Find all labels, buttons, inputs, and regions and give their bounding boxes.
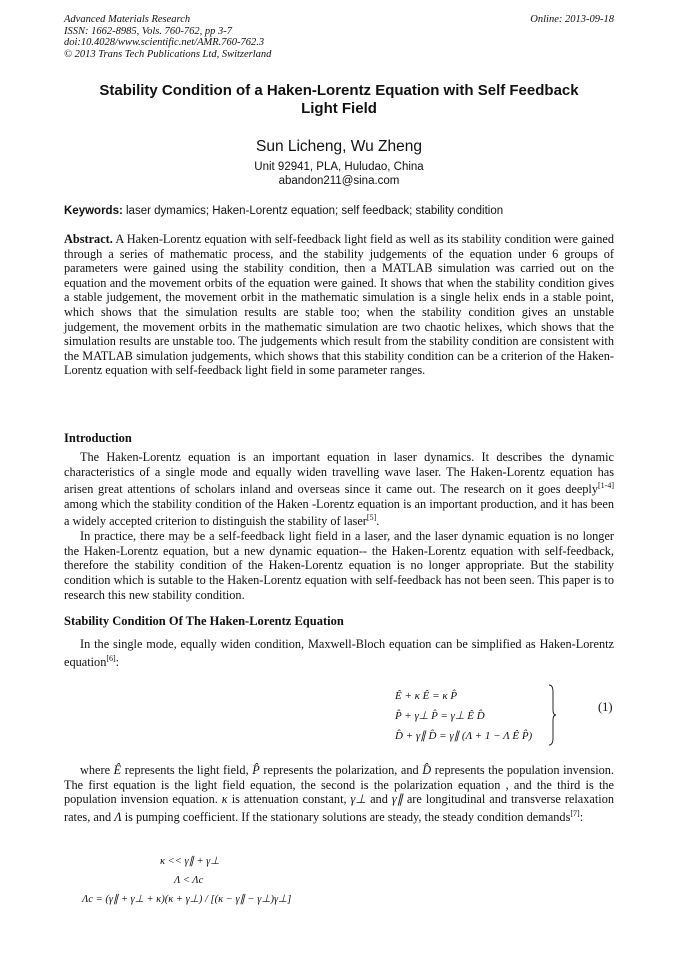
keywords-label: Keywords: <box>64 205 123 217</box>
equation-number: (1) <box>598 700 613 714</box>
online-date: Online: 2013-09-18 <box>530 14 614 25</box>
title-line-2: Light Field <box>301 100 377 117</box>
author-email[interactable]: abandon211@sina.com <box>278 175 400 187</box>
authors: Sun Licheng, Wu Zheng <box>255 138 423 155</box>
citation-1-4[interactable]: [1-4] <box>598 481 614 491</box>
doi-link[interactable]: doi:10.4028/www.scientific.net/AMR.760-762.3 <box>64 37 265 48</box>
steady-conditions <box>64 852 291 909</box>
journal-name: Advanced Materials Research <box>64 14 191 25</box>
symbol-P: P̂ <box>252 763 260 777</box>
p2-text-e: and <box>366 792 392 807</box>
copyright-line: © 2013 Trans Tech Publications Ltd, Switzerland <box>64 48 272 60</box>
section2-body <box>64 763 614 824</box>
symbol-lambda: Λ <box>114 809 122 824</box>
section2-p1-end: : <box>115 654 120 669</box>
equation-population: D̂ + γ∥ D̂ = γ∥ (Λ + 1 − Λ Ê P̂) <box>395 730 533 742</box>
p2-text-b: represents the polarization, and <box>259 763 423 777</box>
condition-3: Λc = (γ∥ + γ⊥ + κ)(κ + γ⊥) / [(κ − γ∥ − γ⊥)γ⊥] <box>82 894 292 905</box>
citation-7[interactable]: [7] <box>570 808 580 818</box>
intro-p1-text-a: The Haken-Lorentz equation is an important equation in laser dynamics. It describes the dynamic characteristics of a single mode and equally widen travelling wave laser. The Haken-Lorentz equation has arisen great attentions of scholars inland and overseas since it came out. The research on it goes deeply <box>64 450 614 497</box>
paper-title <box>64 82 614 118</box>
p2-text-d: is attenuation constant, <box>227 792 351 807</box>
abstract-text: A Haken-Lorentz equation with self-feedback light field as well as its stability condition were gained through a series of mathematic process, and the stability judgements of the equation under 6 groups of parameters were gained using the stability condition, then a MATLAB simulation was carried out on the equation and the movement orbits of the equation were gained. It shows that when the stability condition gives a stable judgement, the movement orbit in the mathematic simulation is a single helix ends in a stable point, which shows that the simulation results are stable too; when the stability condition gives an unstable judgement, the movement orbits in the mathematic simulation are two chaotic helixes, which shows that the simulation results are unstable too. The judgements which result from the stability condition are consistent with the MATLAB simulation judgements, which shows that this stability condition can be a criterion of the Haken-Lorentz equation with self-feedback light field in some parameter ranges. <box>64 232 614 378</box>
journal-header <box>64 14 271 60</box>
intro-p1-text-b: among which the stability condition of the Haken -Lorentz equation is an important production, and it has been a widely accepted criterion to distinguish the stability of laser <box>64 496 614 529</box>
intro-paragraph-1 <box>64 450 614 529</box>
symbol-D: D̂ <box>422 763 432 777</box>
affiliation: Unit 92941, PLA, Huludao, China <box>254 161 424 173</box>
introduction-body <box>64 450 614 602</box>
section2-paragraph-1 <box>64 637 614 669</box>
symbol-kappa: κ <box>221 792 228 807</box>
keywords <box>64 205 614 217</box>
issn-line: ISSN: 1662-8985, Vols. 760-762, pp 3-7 <box>64 25 232 37</box>
section2-intro <box>64 637 614 669</box>
p2-text-h: : <box>579 809 584 824</box>
equation-polarization: P̂ + γ⊥ P̂ = γ⊥ Ê D̂ <box>395 710 485 722</box>
equation-light-field: Ê + κ Ê = κ P̂ <box>395 690 458 702</box>
abstract <box>64 232 614 378</box>
section-heading-introduction: Introduction <box>64 431 132 445</box>
title-line-1: Stability Condition of a Haken-Lorentz Equation with Self Feedback <box>99 82 579 99</box>
intro-paragraph-2: In practice, there may be a self-feedback light field in a laser, and the laser dynamic equation is no longer the Haken-Lorentz equation, but a new dynamic equation-- the Haken-Lorentz equation with self-feedback, therefore the stability condition of the Haken-Lorentz equation is no longer appropriate. But the stability condition which is sutable to the Haken-Lorentz equation with self-feedback has not been seen. This paper is to research this new stability condition. <box>64 529 614 602</box>
section2-p1-text: In the single mode, equally widen condition, Maxwell-Bloch equation can be simplified as Haken-Lorentz equation <box>64 637 614 669</box>
p2-text-g: is pumping coefficient. If the stationary solutions are steady, the steady condition demands <box>121 809 571 824</box>
intro-p1-text-c: . <box>376 514 380 529</box>
condition-2: Λ < Λc <box>174 875 204 886</box>
equation-system-1 <box>395 686 532 746</box>
keywords-text: laser dymamics; Haken-Lorentz equation; self feedback; stability condition <box>126 205 504 217</box>
right-brace-icon <box>548 684 556 746</box>
symbol-gamma-perp: γ⊥ <box>350 792 367 807</box>
symbol-gamma-par: γ∥ <box>391 792 403 807</box>
abstract-label: Abstract. <box>64 232 113 246</box>
where-text: where <box>80 763 111 777</box>
p2-text-c: represents the population invension. The first equation is the light field equation, the second is the polarization equation , and the third is the population invension equation. <box>64 763 614 807</box>
p2-text-a: represents the light field, <box>121 763 253 777</box>
p2-text-f: are longitudinal and transverse relaxation rates, and <box>64 792 614 824</box>
citation-5[interactable]: [5] <box>366 513 377 523</box>
affiliation-block <box>64 160 614 188</box>
section2-paragraph-2 <box>64 763 614 824</box>
citation-6[interactable]: [6] <box>106 653 116 663</box>
symbol-E: Ê <box>113 763 122 777</box>
section-heading-stability: Stability Condition Of The Haken-Lorentz Equation <box>64 614 344 628</box>
condition-1: κ << γ∥ + γ⊥ <box>160 856 220 867</box>
